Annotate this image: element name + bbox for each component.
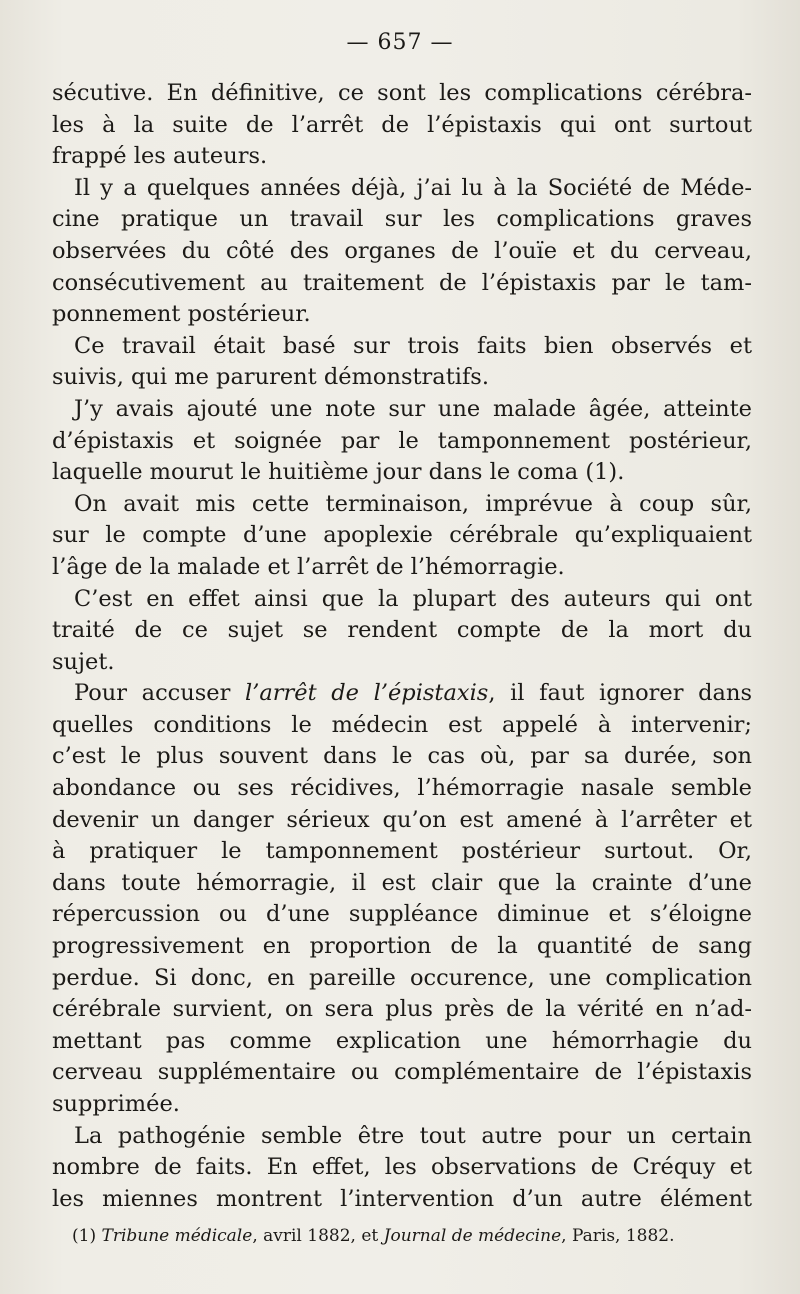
text-line: traité de ce sujet se rendent compte de la mort du — [52, 617, 752, 644]
text-line: devenir un danger sérieux qu’on est amené à l’arrêter et — [52, 806, 752, 833]
text-line: supprimée. — [52, 1091, 180, 1117]
text-line: les miennes montrent l’intervention d’un autre élément — [52, 1185, 752, 1212]
text-line: frappé les auteurs. — [52, 143, 268, 170]
text-line: à pratiquer le tamponnement postérieur surtout. Or, — [52, 838, 752, 865]
text-line: On avait mis cette terminaison, imprévue à coup sûr, — [74, 490, 752, 517]
paragraph-6 — [52, 584, 752, 679]
text-line: sécutive. En définitive, ce sont les complications cérébra- — [52, 80, 752, 106]
body-text — [52, 78, 752, 1215]
text-line: cérébrale survient, on sera plus près de la vérité en n’ad- — [52, 996, 752, 1023]
text-line: Ce travail était basé sur trois faits bien observés et — [74, 332, 752, 359]
text-line: perdue. Si donc, en pareille occurence, une complication — [52, 964, 752, 991]
paragraph-5 — [52, 489, 752, 584]
text-line: La pathogénie semble être tout autre pour un certain — [74, 1122, 752, 1149]
paragraph-2 — [52, 173, 752, 331]
text-line: laquelle mourut le huitième jour dans le coma (1). — [52, 459, 625, 486]
text-line: c’est le plus souvent dans le cas où, par sa durée, son — [52, 743, 752, 770]
footnote — [72, 1226, 732, 1246]
text-line: abondance ou ses récidives, l’hémorragie nasale semble — [52, 775, 752, 802]
text-line: J’y avais ajouté une note sur une malade âgée, atteinte — [74, 395, 752, 422]
text-line — [52, 678, 752, 710]
page-number: — 657 — — [346, 30, 454, 55]
text-line: d’épistaxis et soignée par le tamponnement postérieur, — [52, 427, 752, 454]
paragraph-8 — [52, 1121, 752, 1216]
italic-phrase: l’arrêt de l’épistaxis — [245, 680, 489, 707]
text-line: l’âge de la malade et l’arrêt de l’hémorragie. — [52, 553, 565, 580]
text-line: progressivement en proportion de la quantité de sang — [52, 933, 752, 960]
text-line: quelles conditions le médecin est appelé à intervenir; — [52, 711, 752, 738]
footnote-marker: (1) — [72, 1226, 97, 1246]
text-line: consécutivement au traitement de l’épistaxis par le tam- — [52, 269, 752, 296]
text-line: dans toute hémorragie, il est clair que la crainte d’une — [52, 869, 752, 896]
text-line: suivis, qui me parurent démonstratifs. — [52, 364, 489, 391]
text-line: observées du côté des organes de l’ouïe et du cerveau, — [52, 237, 752, 264]
footnote-title-2: Journal de médecine — [383, 1226, 562, 1246]
paragraph-3 — [52, 331, 752, 394]
text-line: C’est en effet ainsi que la plupart des auteurs qui ont — [74, 585, 752, 612]
paragraph-4 — [52, 394, 752, 489]
paragraph-7 — [52, 678, 752, 1120]
text-line: les à la suite de l’arrêt de l’épistaxis qui ont surtout — [52, 111, 752, 138]
paragraph-1 — [52, 78, 752, 173]
text-line: ponnement postérieur. — [52, 301, 311, 328]
text-line: sujet. — [52, 648, 115, 675]
text-line: cine pratique un travail sur les complications graves — [52, 206, 752, 233]
footnote-text: , Paris, 1882. — [561, 1226, 675, 1246]
text-segment: Pour accuser — [74, 680, 246, 707]
text-line: répercussion ou d’une suppléance diminue et s’éloigne — [52, 901, 752, 928]
text-line: sur le compte d’une apoplexie cérébrale qu’expliquaient — [52, 522, 752, 549]
text-line: mettant pas comme explication une hémorrhagie du — [52, 1027, 752, 1054]
text-segment: , il faut ignorer dans — [488, 680, 752, 707]
text-line: nombre de faits. En effet, les observations de Créquy et — [52, 1154, 752, 1181]
footnote-title-1: Tribune médicale — [101, 1226, 253, 1246]
text-line: cerveau supplémentaire ou complémentaire de l’épistaxis — [52, 1059, 752, 1086]
text-line: Il y a quelques années déjà, j’ai lu à la Société de Méde- — [74, 174, 752, 201]
footnote-text: , avril 1882, et — [252, 1226, 384, 1246]
